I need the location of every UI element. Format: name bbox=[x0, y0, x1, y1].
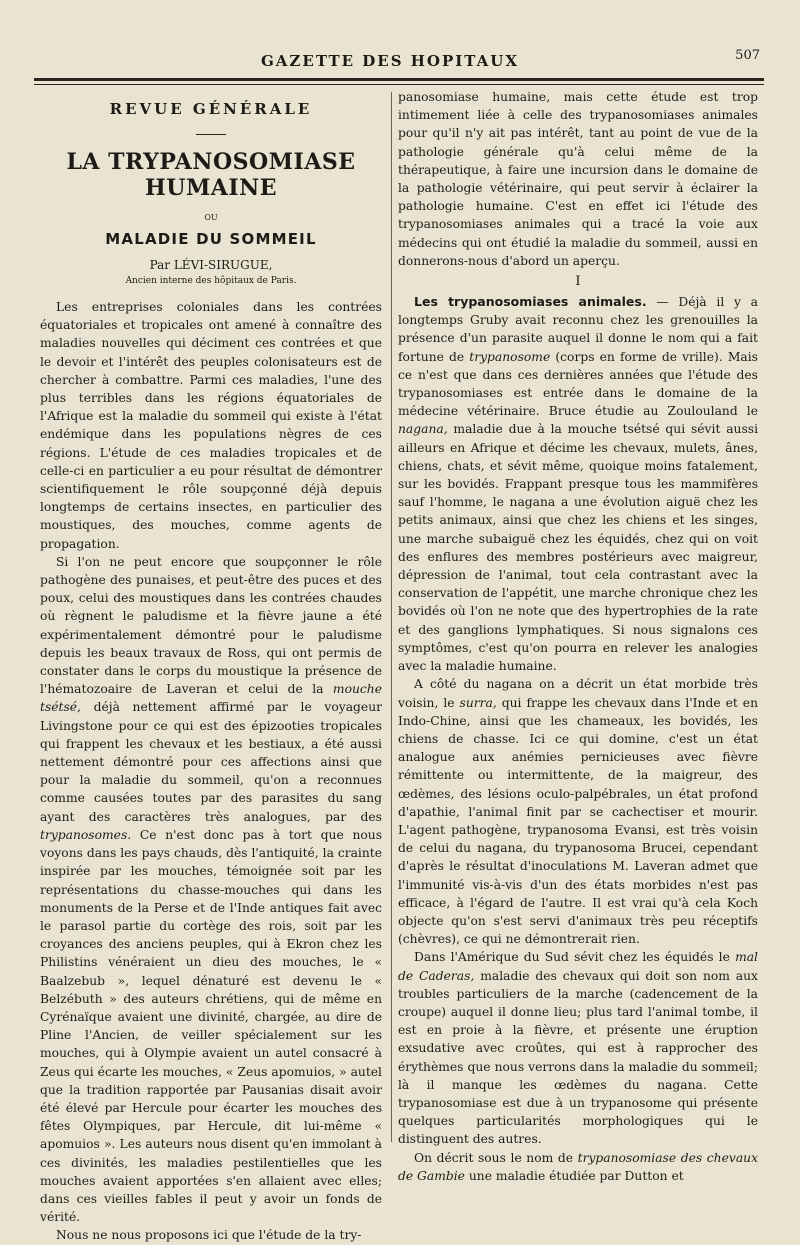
column-divider bbox=[391, 92, 392, 1142]
article-subtitle: MALADIE DU SOMMEIL bbox=[105, 230, 317, 248]
paragraph: Les trypanosomiases animales. — Déjà il y a longtemps Gruby avait reconnu chez les grenouilles la présence d'un parasite auquel il donne le nom qui a fait fortune de trypanosome (corps en forme de vrille). Mais ce n'est que dans ces dernières années que l'étude des trypanosomiases est entrée dans le domaine de la médecine vétérinaire. Bruce étudie au Zoulouland le nagana, maladie due à la mouche tsétsé qui sévit aussi ailleurs en Afrique et décime les chevaux, mulets, ânes, chiens, chats, et sévit même, quoique moins fatalement, sur les bovidés. Frappant presque tous les mammifères sauf l'homme, le nagana a une évolution aiguë chez les petits animaux, ainsi que chez les chiens et les singes, une marche subaiguë chez les équidés, chez qui on voit des enflures des membres postérieurs avec maigreur, dépression de l'animal, tout cela contrastant avec la conservation de l'appétit, une marche chronique chez les bovidés où l'on ne note que des hypertrophies de la rate et des ganglions lymphatiques. Si nous signalons ces symptômes, c'est qu'on pourra en relever les analogies avec la maladie humaine. bbox=[398, 294, 759, 674]
paragraph: panosomiase humaine, mais cette étude est trop intimement liée à celle des trypanosomiases animales pour qu'il n'y ait pas intérêt, tant au point de vue de la pathologie générale qu'à celui même de la thérapeutique, à faire une incursion dans le domaine de la pathologie vétérinaire, qui peut servir à éclairer la pathologie humaine. C'est en effet ici l'étude des trypanosomiases animales qui a tracé la voie aux médecins qui ont étudié la maladie du sommeil, aussi en donnerons-nous d'abord un aperçu. bbox=[398, 90, 758, 268]
article-title: LA TRYPANOSOMIASE HUMAINE bbox=[66, 149, 356, 201]
author-line: Par LÉVI-SIRUGUE, bbox=[149, 258, 273, 272]
right-column bbox=[398, 88, 758, 1185]
header-rule-thick bbox=[34, 78, 764, 81]
paragraph: On décrit sous le nom de trypanosomiase des chevaux de Gambie une maladie étudiée par Dutton et bbox=[398, 1150, 759, 1183]
left-column bbox=[40, 92, 382, 1245]
rubric-rule bbox=[196, 134, 226, 135]
paragraph: Les entreprises coloniales dans les contrées équatoriales et tropicales ont amené à connaître des maladies nouvelles qui déciment ces contrées et que le devoir et l'intérêt des peuples colonisateurs est de chercher à combattre. Parmi ces maladies, l'une des plus terribles dans les régions équatoriales de l'Afrique est la maladie du sommeil qui existe à l'état endémique dans les populations nègres de ces régions. L'étude de ces maladies tropicales et de celle-ci en particulier a eu pour résultat de démontrer scientifiquement le rôle soupçonné déjà depuis longtemps de certains insectes, en particulier des moustiques, des mouches, comme agents de propagation. bbox=[40, 300, 382, 551]
paragraph: A côté du nagana on a décrit un état morbide très voisin, le surra, qui frappe les chevaux dans l'Inde et en Indo-Chine, ainsi que les chameaux, les bovidés, les chiens de chasse. Ici ce qui domine, c'est un état analogue aux anémies pernicieuses avec fièvre rémittente ou intermittente, de la maigreur, des œdèmes, des lésions oculo-palpébrales, un état profond d'apathie, l'animal finit par se cachectiser et mourir. L'agent pathogène, trypanosoma Evansi, est très voisin de celui du nagana, du trypanosoma Brucei, cependant d'après le résultat d'inoculations M. Laveran admet que l'immunité vis-à-vis d'un des états morbides n'est pas efficace, à l'égard de l'autre. Il est vrai qu'à cela Koch objecte qu'on s'est servi d'animaux très peu réceptifs (chèvres), ce qui ne démontrerait rien. bbox=[398, 677, 758, 947]
page-number: 507 bbox=[735, 48, 760, 63]
author-role: Ancien interne des hôpitaux de Paris. bbox=[125, 276, 297, 286]
section-number: I bbox=[575, 274, 581, 290]
header-rule-thin bbox=[34, 84, 764, 85]
paragraph: Dans l'Amérique du Sud sévit chez les équidés le mal de Caderas, maladie des chevaux qui doit son nom aux troubles particuliers de la marche (cadencement de la croupe) auquel il donne lieu; plus tard l'animal tombe, il est en proie à la fièvre, et présente une éruption exsudative avec croûtes, qui est à rapprocher des érythèmes que nous verrons dans la maladie du sommeil; là il manque les œdèmes du nagana. Cette trypanosomiase est due à un trypanosome qui présente quelques particularités morphologiques qui le distinguent des autres. bbox=[398, 950, 758, 1147]
rubric: REVUE GÉNÉRALE bbox=[109, 100, 313, 118]
paragraph: Si l'on ne peut encore que soupçonner le rôle pathogène des punaises, et peut-être des puces et des poux, celui des moustiques dans les contrées chaudes où règnent le paludisme et la fièvre jaune a été expérimentalement démontré pour le paludisme depuis les beaux travaux de Ross, qui ont permis de constater dans le corps du moustique la présence de l'hématozoaire de Laveran et celui de la mouche tsétsé, déjà nettement affirmé par le voyageur Livingstone pour ce qui est des épizooties tropicales qui frappent les chevaux et les bestiaux, a été aussi nettement démontré pour ces affections ainsi que pour la maladie du sommeil, qu'on a reconnues comme causées toutes par des parasites du sang ayant des caractères très analogues, par des trypanosomes. Ce n'est donc pas à tort que nous voyons dans les pays chauds, dès l'antiquité, la crainte inspirée par les mouches, témoignée soit par les représentations du chasse-mouches qui dans les monuments de la Perse et de l'Inde antiques fait avec le parasol partie du cortège des rois, soit par les croyances des anciens peuples, qui à Ekron chez les Philistins vénéraient un dieu des mouches, le « Baalzebub », lequel dénaturé est devenu le « Belzébuth » des auteurs chrétiens, qui de même en Cyrénaïque avaient une divinité, chargée, au dire de Pline l'Ancien, de veiller spécialement sur les mouches, qui à Olympie avaient un autel consacré à Zeus qui écarte les mouches, « Zeus apomuios, » autel que la tradition rapportée par Pausanias disait avoir été élevé par Hercule pour écarter les mouches des fêtes Olympiques, par Hercule, dit lui-même « apomuios ». Les auteurs nous disent qu'en immolant à ces divinités, les maladies pestilentielles que les mouches avaient apportées s'en allaient avec elles; dans ces vieilles fables il peut y avoir un fonds de vérité. bbox=[40, 554, 382, 1225]
paragraph: Nous ne nous proposons ici que l'étude de la try- bbox=[56, 1228, 362, 1243]
section-lead: Les trypanosomiases animales. bbox=[414, 294, 647, 310]
running-header: GAZETTE DES HOPITAUX bbox=[260, 52, 519, 70]
title-conjunction: OU bbox=[204, 213, 218, 222]
